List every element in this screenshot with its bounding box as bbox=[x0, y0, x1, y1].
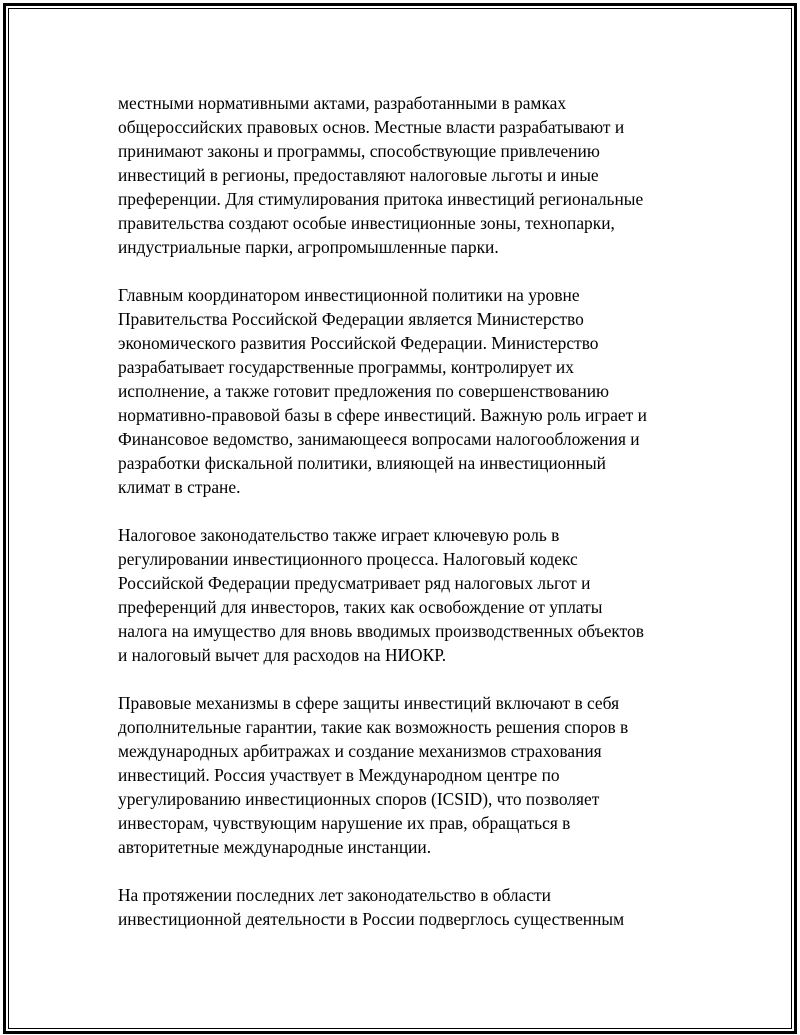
text-line: принимают законы и программы, способствующие привлечению bbox=[118, 141, 600, 161]
text-line: индустриальные парки, агропромышленные парки. bbox=[118, 237, 499, 257]
text-line: преференций для инвесторов, таких как освобождение от уплаты bbox=[118, 597, 603, 617]
document-body bbox=[118, 91, 718, 955]
paragraph bbox=[118, 91, 718, 259]
text-line: правительства создают особые инвестиционные зоны, технопарки, bbox=[118, 213, 615, 233]
text-line: разработки фискальной политики, влияющей на инвестиционный bbox=[118, 453, 606, 473]
text-line: дополнительные гарантии, такие как возможность решения споров в bbox=[118, 717, 629, 737]
text-line: экономического развития Российской Федерации. Министерство bbox=[118, 333, 599, 353]
text-line: регулировании инвестиционного процесса. Налоговый кодекс bbox=[118, 549, 578, 569]
text-line: исполнение, а также готовит предложения по совершенствованию bbox=[118, 381, 609, 401]
text-line: инвестиций в регионы, предоставляют налоговые льготы и иные bbox=[118, 165, 599, 185]
text-line: На протяжении последних лет законодательство в области bbox=[118, 885, 551, 905]
text-line: урегулированию инвестиционных споров (ICSID), что позволяет bbox=[118, 789, 600, 809]
text-line: климат в стране. bbox=[118, 477, 241, 497]
text-line: международных арбитражах и создание механизмов страхования bbox=[118, 741, 602, 761]
text-line: Правительства Российской Федерации является Министерство bbox=[118, 309, 584, 329]
text-line: Правовые механизмы в сфере защиты инвестиций включают в себя bbox=[118, 693, 620, 713]
text-line: Финансовое ведомство, занимающееся вопросами налогообложения и bbox=[118, 429, 640, 449]
text-line: общероссийских правовых основ. Местные власти разрабатывают и bbox=[118, 117, 625, 137]
text-line: инвестиционной деятельности в России подверглось существенным bbox=[118, 909, 625, 929]
text-line: инвесторам, чувствующим нарушение их прав, обращаться в bbox=[118, 813, 571, 833]
paragraph bbox=[118, 283, 718, 499]
text-line: Российской Федерации предусматривает ряд налоговых льгот и bbox=[118, 573, 591, 593]
text-line: налога на имущество для вновь вводимых производственных объектов bbox=[118, 621, 644, 641]
text-line: и налоговый вычет для расходов на НИОКР. bbox=[118, 645, 447, 665]
paragraph bbox=[118, 883, 718, 931]
text-line: Главным координатором инвестиционной политики на уровне bbox=[118, 285, 580, 305]
text-line: инвестиций. Россия участвует в Международном центре по bbox=[118, 765, 560, 785]
text-line: местными нормативными актами, разработанными в рамках bbox=[118, 93, 567, 113]
paragraph bbox=[118, 691, 718, 859]
text-line: нормативно-правовой базы в сфере инвестиций. Важную роль играет и bbox=[118, 405, 647, 425]
text-line: преференции. Для стимулирования притока инвестиций региональные bbox=[118, 189, 644, 209]
text-line: авторитетные международные инстанции. bbox=[118, 837, 432, 857]
paragraph bbox=[118, 523, 718, 667]
text-line: Налоговое законодательство также играет ключевую роль в bbox=[118, 525, 560, 545]
text-line: разрабатывает государственные программы, контролирует их bbox=[118, 357, 574, 377]
